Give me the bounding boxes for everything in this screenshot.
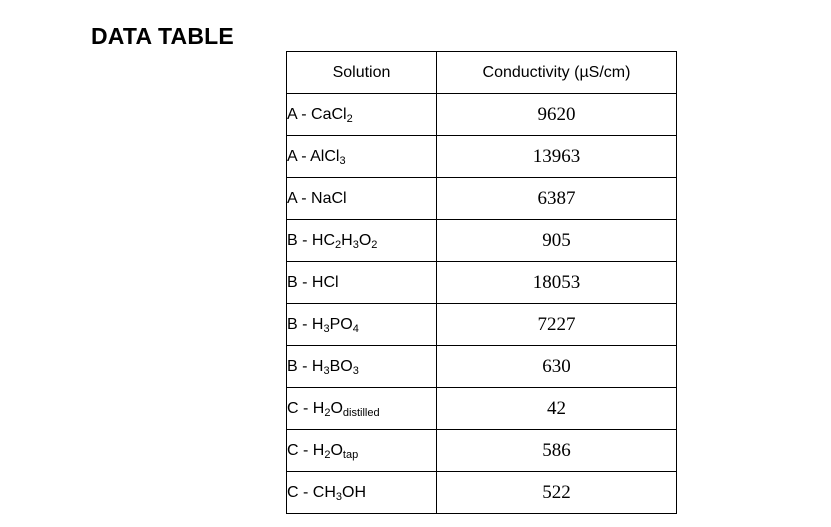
formula-text: O bbox=[330, 441, 343, 459]
formula-text: NaCl bbox=[311, 189, 347, 207]
formula-subscript: 2 bbox=[324, 448, 331, 461]
formula-text: HC bbox=[311, 231, 335, 249]
table-row bbox=[287, 262, 677, 304]
formula-subscript: 4 bbox=[352, 322, 359, 335]
solution-cell bbox=[287, 262, 437, 304]
conductivity-value: 586 bbox=[437, 430, 677, 472]
solution-group-prefix: B - bbox=[287, 273, 312, 291]
solution-group-prefix: C - bbox=[287, 441, 313, 459]
header-conductivity: Conductivity (µS/cm) bbox=[437, 52, 677, 94]
formula-text: H bbox=[312, 441, 325, 459]
solution-cell bbox=[287, 220, 437, 262]
table-header-row bbox=[287, 52, 677, 94]
conductivity-value: 13963 bbox=[437, 136, 677, 178]
formula-text: CaCl bbox=[311, 105, 347, 123]
formula-text: H bbox=[312, 399, 325, 417]
formula-subscript: 3 bbox=[323, 322, 330, 335]
conductivity-value: 7227 bbox=[437, 304, 677, 346]
formula-subscript: 3 bbox=[352, 238, 359, 251]
conductivity-value: 6387 bbox=[437, 178, 677, 220]
formula-subscript: 3 bbox=[352, 364, 359, 377]
solution-cell bbox=[287, 136, 437, 178]
formula-text: O bbox=[358, 231, 372, 249]
formula-subscript: distilled bbox=[342, 406, 380, 419]
table-body bbox=[287, 94, 677, 514]
solution-group-prefix: C - bbox=[287, 483, 313, 501]
solution-cell bbox=[287, 430, 437, 472]
table-row bbox=[287, 220, 677, 262]
table-row bbox=[287, 304, 677, 346]
solution-group-prefix: A - bbox=[287, 105, 312, 123]
formula-subscript: 2 bbox=[324, 406, 331, 419]
conductivity-value: 522 bbox=[437, 472, 677, 514]
formula-subscript: 3 bbox=[339, 154, 346, 167]
formula-text: O bbox=[330, 399, 343, 417]
table-row bbox=[287, 388, 677, 430]
formula-text: H bbox=[311, 357, 324, 375]
formula-text: PO bbox=[329, 315, 353, 333]
formula-subscript: 3 bbox=[335, 490, 343, 503]
solution-group-prefix: B - bbox=[287, 357, 312, 375]
conductivity-value: 905 bbox=[437, 220, 677, 262]
header-solution: Solution bbox=[287, 52, 437, 94]
formula-text: HCl bbox=[311, 273, 339, 291]
formula-text: OH bbox=[342, 483, 367, 501]
conductivity-value: 630 bbox=[437, 346, 677, 388]
solution-cell bbox=[287, 304, 437, 346]
solution-group-prefix: A - bbox=[287, 189, 312, 207]
formula-subscript: 3 bbox=[323, 364, 330, 377]
solution-group-prefix: B - bbox=[287, 231, 312, 249]
solution-cell bbox=[287, 472, 437, 514]
conductivity-value: 9620 bbox=[437, 94, 677, 136]
formula-subscript: 2 bbox=[371, 238, 378, 251]
page-title: DATA TABLE bbox=[91, 23, 234, 49]
solution-group-prefix: A - bbox=[287, 147, 311, 165]
conductivity-value: 42 bbox=[437, 388, 677, 430]
formula-subscript: 2 bbox=[335, 238, 342, 251]
table-row bbox=[287, 136, 677, 178]
solution-cell bbox=[287, 346, 437, 388]
table-row bbox=[287, 346, 677, 388]
formula-text: CH bbox=[312, 483, 336, 501]
formula-subscript: 2 bbox=[346, 112, 353, 125]
table-row bbox=[287, 472, 677, 514]
solution-cell bbox=[287, 388, 437, 430]
formula-text: H bbox=[311, 315, 324, 333]
table-row bbox=[287, 94, 677, 136]
formula-text: BO bbox=[329, 357, 353, 375]
solution-group-prefix: C - bbox=[287, 399, 313, 417]
formula-subscript: tap bbox=[342, 448, 359, 461]
solution-cell bbox=[287, 94, 437, 136]
formula-text: H bbox=[341, 231, 353, 249]
solution-group-prefix: B - bbox=[287, 315, 312, 333]
data-table bbox=[286, 51, 677, 514]
solution-cell bbox=[287, 178, 437, 220]
table-row bbox=[287, 178, 677, 220]
conductivity-value: 18053 bbox=[437, 262, 677, 304]
table-row bbox=[287, 430, 677, 472]
formula-text: AlCl bbox=[310, 147, 340, 165]
